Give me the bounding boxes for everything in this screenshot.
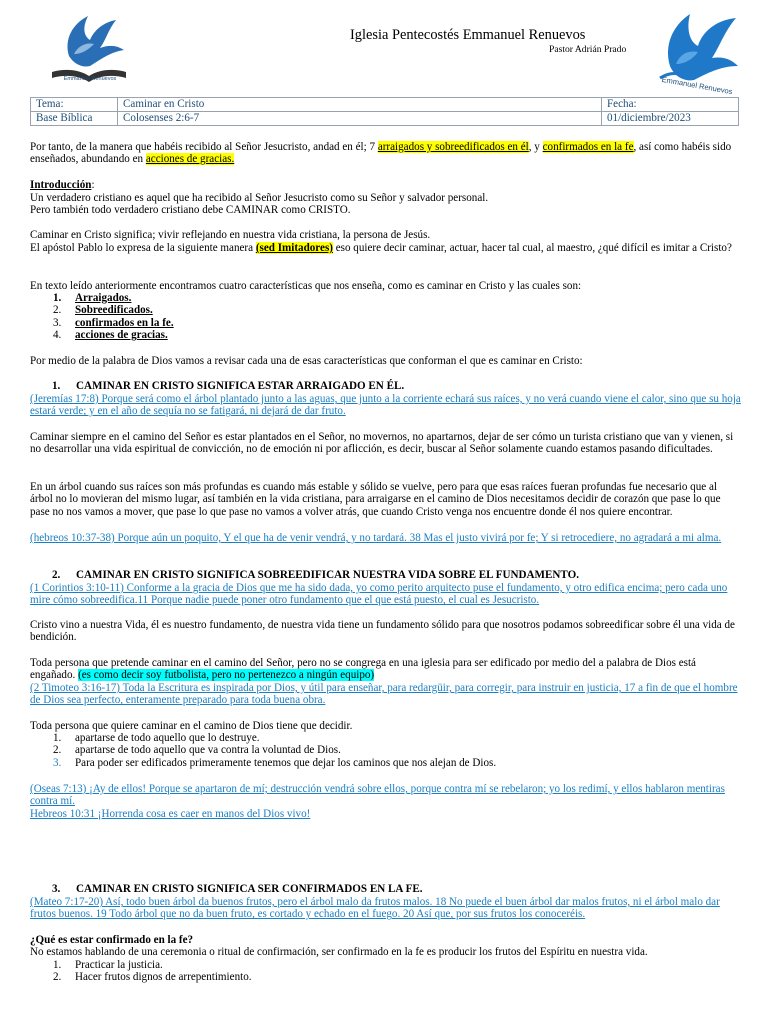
section-2-verse: (1 Corintios 3:10-11) Conforme a la gracia de Dios que me ha sido dada, yo como perito arquitecto puse el fundamento, y otro edifica encima; pero cada uno mire cómo sobreedifica.11 Porque nadie puede poner otro fundamento que el que está puesto, el cual es Jesucristo. (30, 582, 728, 607)
logo-left-text: Emmanuel Renuevos (63, 76, 117, 82)
list-item-text: Sobreedificados. (75, 304, 153, 317)
section-2-verse3: (Oseas 7:13) ¡Ay de ellos! Porque se apartaron de mí; destrucción vendrá sobre ellos, porque contra mí se rebelaron; yo los redimí, y ellos hablaron mentiras contra mí. (30, 783, 725, 808)
intro-p7: Por medio de la palabra de Dios vamos a revisar cada una de esas características que conforman el que es caminar en Cristo: (30, 355, 583, 367)
key-verse-part: , así como habéis sido enseñados, abundando en (30, 141, 732, 166)
intro-heading: Introducción (30, 179, 92, 191)
list-item-text: acciones de gracias. (75, 329, 168, 342)
section-2-title: CAMINAR EN CRISTO SIGNIFICA SOBREEDIFICAR NUESTRA VIDA SOBRE EL FUNDAMENTO. (76, 569, 580, 581)
section-2-list (30, 732, 741, 769)
list-item-text: Practicar la justicia. (75, 959, 163, 971)
list-item-text: Para poder ser edificados primeramente tenemos que dejar los caminos que nos alejan de Dios. (75, 756, 497, 769)
tema-label: Tema: (31, 98, 118, 112)
intro-p4: Caminar en Cristo significa; vivir reflejando en nuestra vida cristiana, la persona de Jesús. (30, 229, 431, 241)
intro-p2: Un verdadero cristiano es aquel que ha recibido al Señor Jesucristo como su Señor y salvador personal. (30, 192, 489, 204)
sermon-info-table (30, 97, 739, 126)
logo-right-text: Emmanuel Renuevos (661, 74, 734, 97)
list-item: 2. apartarse de todo aquello que va contra la voluntad de Dios. (53, 744, 341, 757)
characteristics-list (30, 292, 741, 342)
base-value: Colosenses 2:6-7 (118, 112, 602, 126)
church-logo-right (650, 8, 742, 96)
intro-p6: En texto leído anteriormente encontramos cuatro características que nos enseña, como es caminar en Cristo y las cuales son: (30, 280, 582, 292)
section-3-heading: 3. CAMINAR EN CRISTO SIGNIFICA SER CONFIRMADOS EN LA FE. (52, 883, 423, 895)
list-item: 1. Practicar la justicia. (53, 959, 163, 971)
key-verse-part: Por tanto, de la manera que habéis recibido al Señor Jesucristo, andad en él; 7 (30, 141, 378, 153)
section-2-p2 (30, 657, 741, 682)
section-3-list (30, 959, 741, 984)
list-item: 1. Arraigados. (53, 292, 132, 304)
section-2-p1: Cristo vino a nuestra Vida, él es nuestro fundamento, de nuestra vida tiene un fundamento sólido para que nosotros podamos sobreedificar sobre él una vida de bendición. (30, 619, 735, 644)
list-item: 1. apartarse de todo aquello que lo destruye. (53, 732, 260, 744)
intro-p5-part: El apóstol Pablo lo expresa de la siguiente manera (30, 242, 256, 254)
intro-p5-highlight: (sed Imitadores) (255, 242, 333, 254)
church-name: Iglesia Pentecostés Emmanuel Renuevos (350, 27, 586, 43)
list-item-text: Hacer frutos dignos de arrepentimiento. (75, 971, 252, 984)
key-verse-highlight: arraigados y sobreedificados en él (377, 141, 529, 153)
section-1-heading: 1. CAMINAR EN CRISTO SIGNIFICA ESTAR ARRAIGADO EN ÉL. (52, 380, 405, 392)
list-item-text: apartarse de todo aquello que va contra la voluntad de Dios. (75, 744, 341, 757)
key-verse-highlight: acciones de gracias. (145, 153, 235, 166)
tema-value: Caminar en Cristo (118, 98, 602, 112)
list-item-text: Arraigados. (75, 292, 132, 304)
list-item-text: apartarse de todo aquello que lo destruye. (75, 732, 260, 744)
key-verse (30, 141, 741, 166)
list-item: 2. Hacer frutos dignos de arrepentimiento. (53, 971, 252, 984)
intro-p5 (30, 242, 741, 254)
section-1-p2: En un árbol cuando sus raíces son más profundas es cuando más estable y sólido se vuelve, pero para que esas raíces fueran profundas fue necesario que al árbol no lo movieran del mismo lugar, así también en la vida cristiana, para arraigarse en el camino de Dios necesitamos decidir de corazón que pase lo que pase no nos vamos a mover, que pase lo que pase no vamos a volver atrás, que cuando Cristo venga nos encuentre donde él nos quiere encontrar. (30, 481, 721, 518)
list-item: 3. Para poder ser edificados primeramente tenemos que dejar los caminos que nos alejan de Dios. (53, 756, 497, 769)
intro-p5-part: eso quiere decir caminar, actuar, hacer tal cual, al maestro, ¿qué difícil es imitar a Cristo? (332, 242, 732, 254)
fecha-label: Fecha: (602, 98, 739, 112)
section-2-verse2: (2 Timoteo 3:16-17) Toda la Escritura es inspirada por Dios, y útil para enseñar, para redargüir, para corregir, para instruir en justicia, 17 a fin de que el hombre de Dios sea perfecto, enteramente preparado para toda buena obra. (30, 682, 738, 707)
intro-heading-line: Introducción: (30, 179, 95, 191)
fecha-value: 01/diciembre/2023 (602, 112, 739, 126)
section-1-title: CAMINAR EN CRISTO SIGNIFICA ESTAR ARRAIGADO EN ÉL. (76, 380, 405, 392)
section-3-question: ¿Qué es estar confirmado en la fe? (30, 934, 194, 946)
section-2-p2-highlight: (es como decir soy futbolista, pero no pertenezco a ningún equipo) (78, 669, 375, 682)
section-2-verse4: Hebreos 10:31 ¡Horrenda cosa es caer en manos del Dios vivo! (30, 808, 311, 820)
section-1-p1: Caminar siempre en el camino del Señor es estar plantados en el Señor, no movernos, no apartarnos, dejar de ser cómo un turista cristiano que van y vienen, si no desarrollar una vida espiritual de convicción, no de emoción ni por aflicción, es decir, buscar al Señor solamente cuando estamos pasando dificultades. (30, 431, 734, 456)
section-3-verse: (Mateo 7:17-20) Así, todo buen árbol da buenos frutos, pero el árbol malo da frutos malos. 18 No puede el buen árbol dar malos frutos, ni el árbol malo dar frutos buenos. 19 Todo árbol que no da buen fruto, es cortado y echado en el fuego. 20 Así que, por sus frutos los conoceréis. (30, 896, 720, 921)
section-2-heading: 2. CAMINAR EN CRISTO SIGNIFICA SOBREEDIFICAR NUESTRA VIDA SOBRE EL FUNDAMENTO. (52, 569, 580, 581)
list-item: 3. confirmados en la fe. (53, 316, 174, 329)
list-item: 4. acciones de gracias. (53, 329, 168, 342)
base-label: Base Bíblica (31, 112, 118, 126)
section-2-p2-part: Toda persona que pretende caminar en el camino del Señor, pero no se congrega en una iglesia para ser edificado por medio del a palabra de Dios está engañado. (30, 657, 696, 682)
key-verse-highlight: confirmados en la fe (542, 141, 634, 153)
church-logo-left (44, 10, 134, 90)
key-verse-part: , y (528, 141, 543, 153)
section-2-p3: Toda persona que quiere caminar en el camino de Dios tiene que decidir. (30, 720, 353, 732)
pastor-name: Pastor Adrián Prado (549, 44, 627, 55)
section-3-title: CAMINAR EN CRISTO SIGNIFICA SER CONFIRMADOS EN LA FE. (76, 883, 423, 895)
list-item: 2. Sobreedificados. (53, 304, 153, 317)
intro-p3: Pero también todo verdadero cristiano debe CAMINAR como CRISTO. (30, 204, 351, 216)
section-1-verse: (Jeremías 17:8) Porque será como el árbol plantado junto a las aguas, que junto a la corriente echará sus raíces, y no verá cuando viene el calor, sino que su hoja estará verde; y en el año de sequía no se fatigará, ni dejará de dar fruto. (30, 393, 741, 418)
section-3-p1: No estamos hablando de una ceremonia o ritual de confirmación, ser confirmado en la fe es producir los frutos del Espíritu en nuestra vida. (30, 946, 648, 958)
list-item-text: confirmados en la fe. (75, 316, 174, 329)
section-1-verse2: (hebreos 10:37-38) Porque aún un poquito, Y el que ha de venir vendrá, y no tardará. 38 Mas el justo vivirá por fe; Y si retrocediere, no agradará a mi alma. (30, 532, 722, 544)
